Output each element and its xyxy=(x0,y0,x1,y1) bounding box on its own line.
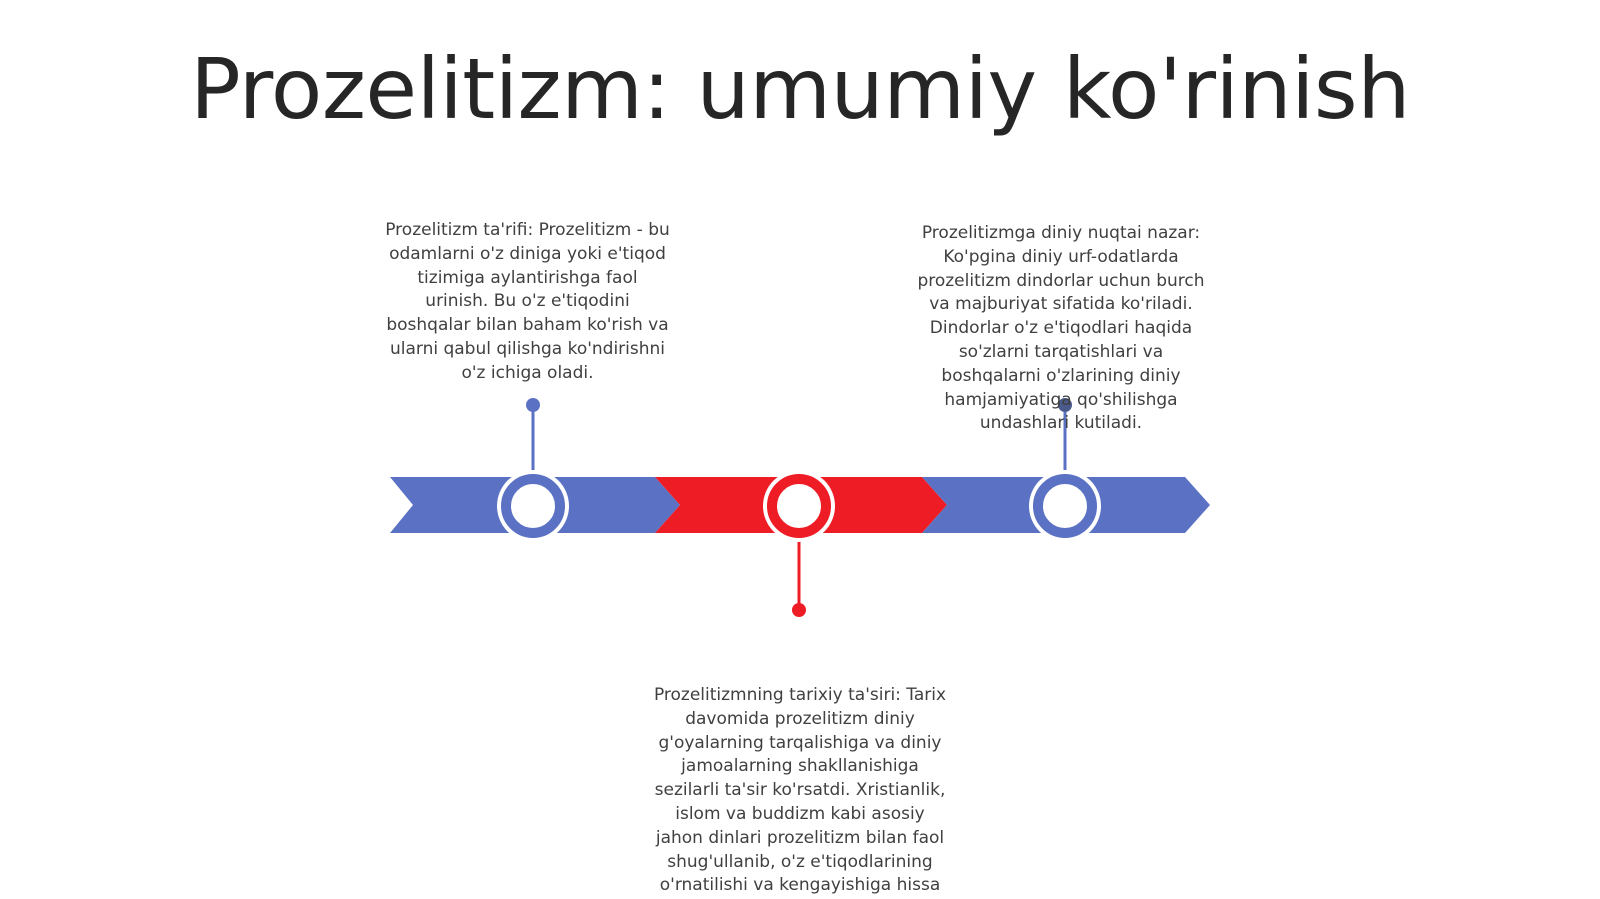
timeline-text-religious-view: Prozelitizmga diniy nuqtai nazar: Ko'pgina diniy urf-odatlarda prozelitizm dindorlar uchun burch va majburiyat sifatida ko'riladi. Dindorlar o'z e'tiqodlari haqida so'zlarni tarqatishlari va boshqalarni o'zlarining diniy hamjamiyatiga qo'shilishga undashlari kutiladi. xyxy=(917,223,1205,434)
timeline-text-definition: Prozelitizm ta'rifi: Prozelitizm - bu odamlarni o'z diniga yoki e'tiqod tizimiga aylantirishga faol urinish. Bu o'z e'tiqodini boshqalar bilan baham ko'rish va ularni qabul qilishga ko'ndirishni o'z ichiga oladi. xyxy=(385,220,670,383)
milestone-marker-2 xyxy=(772,479,826,533)
connector-dot-2 xyxy=(792,603,806,617)
slide-title: Prozelitizm: umumiy ko'rinish xyxy=(190,40,1410,138)
connector-dot-1 xyxy=(526,398,540,412)
milestone-marker-3 xyxy=(1038,479,1092,533)
timeline-text-historical-impact: Prozelitizmning tarixiy ta'siri: Tarix davomida prozelitizm diniy g'oyalarning tarqalishiga va diniy jamoalarning shakllanishiga sezilarli ta'sir ko'rsatdi. Xristianlik, islom va buddizm kabi asosiy jahon dinlari prozelitizm bilan faol shug'ullanib, o'z e'tiqodlarining o'rnatilishi va kengayishiga hissa xyxy=(653,685,947,896)
milestone-marker-1 xyxy=(506,479,560,533)
